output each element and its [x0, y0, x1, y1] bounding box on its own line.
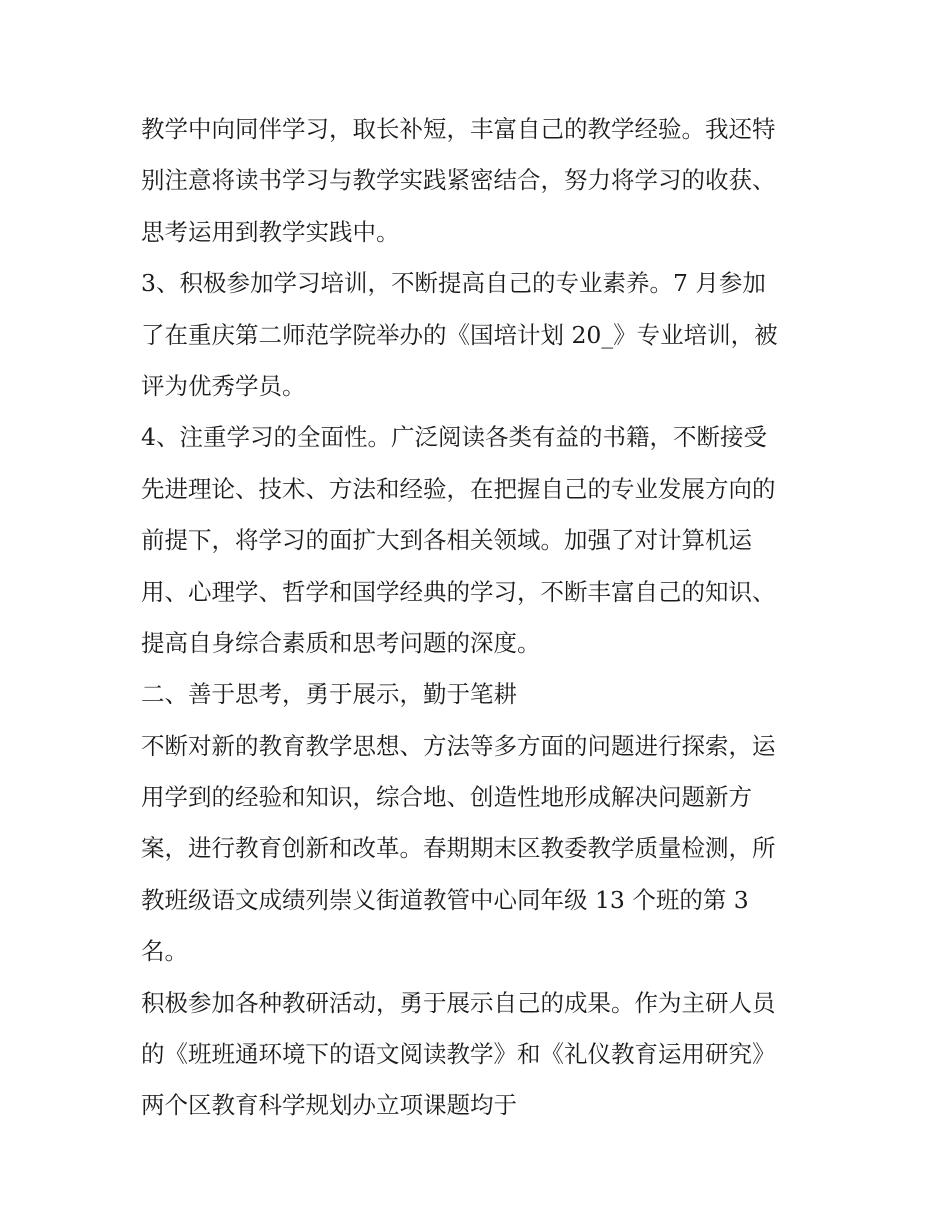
text-line: 了在重庆第二师范学院举办的《国培计划 20_》专业培训，被	[141, 320, 778, 349]
text-line: 评为优秀学员。	[141, 371, 306, 400]
text-line: 积极参加各种教研活动，勇于展示自己的成果。作为主研人员	[141, 988, 776, 1017]
text-line: 两个区教育科学规划办立项课题均于	[141, 1091, 517, 1120]
text-line: 不断对新的教育教学思想、方法等多方面的问题进行探索，运	[141, 731, 776, 760]
text-line: 前提下，将学习的面扩大到各相关领域。加强了对计算机运	[141, 526, 752, 555]
document-body	[141, 104, 821, 1132]
text-line: 名。	[141, 937, 188, 966]
text-line: 教学中向同伴学习，取长补短，丰富自己的教学经验。我还特	[141, 115, 776, 143]
text-line: 先进理论、技术、方法和经验，在把握自己的专业发展方向的	[141, 474, 776, 503]
text-line: 教班级语文成绩列崇义街道教管中心同年级 13 个班的第 3	[141, 885, 749, 914]
section-heading: 二、善于思考，勇于展示，勤于笔耕	[141, 680, 517, 709]
text-line: 别注意将读书学习与教学实践紧密结合，努力将学习的收获、	[141, 166, 776, 195]
text-line: 思考运用到教学实践中。	[141, 217, 400, 246]
text-line: 用学到的经验和知识，综合地、创造性地形成解决问题新方	[141, 783, 752, 812]
text-line: 4、注重学习的全面性。广泛阅读各类有益的书籍，不断接受	[141, 423, 767, 452]
text-line: 用、心理学、哲学和国学经典的学习，不断丰富自己的知识、	[141, 577, 776, 606]
text-line: 提高自身综合素质和思考问题的深度。	[141, 628, 541, 657]
text-line: 的《班班通环境下的语文阅读教学》和《礼仪教育运用研究》	[141, 1040, 776, 1069]
text-line: 案，进行教育创新和改革。春期期末区教委教学质量检测，所	[141, 834, 776, 863]
text-line: 3、积极参加学习培训，不断提高自己的专业素养。7 月参加	[141, 269, 766, 298]
